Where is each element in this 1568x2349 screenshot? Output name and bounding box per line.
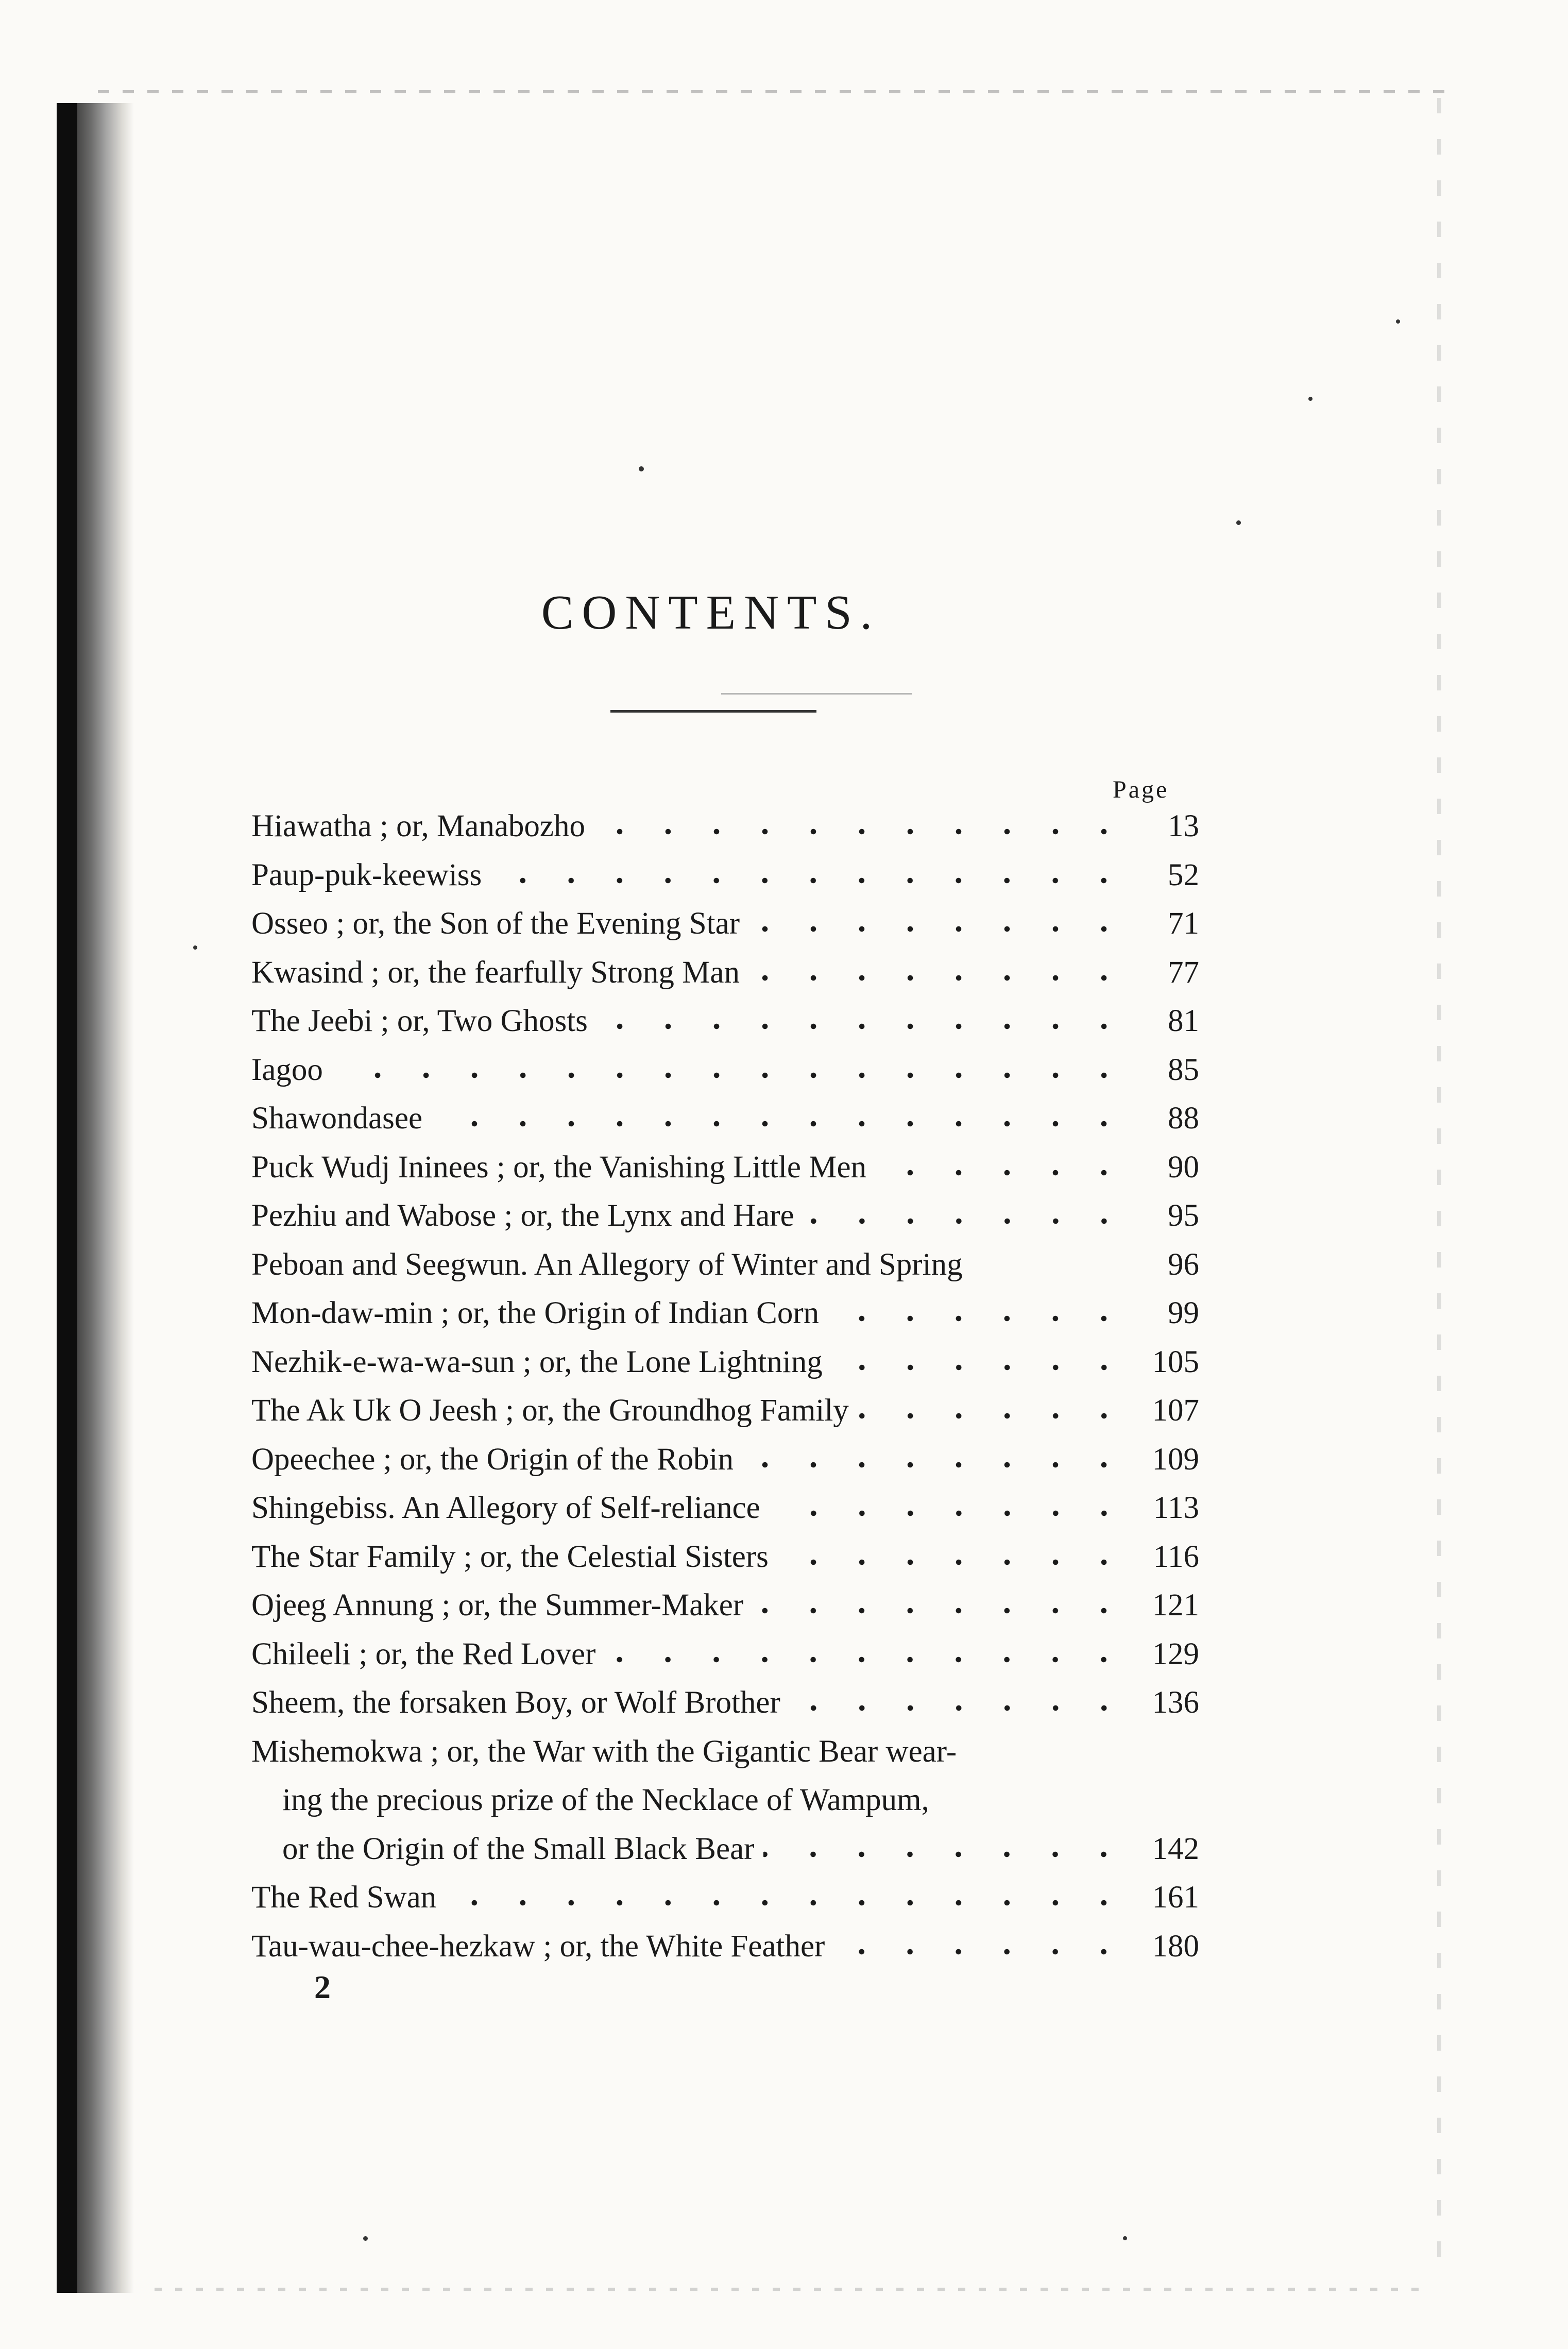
toc-entry[interactable] — [251, 1341, 1199, 1390]
dot-leader — [594, 805, 1128, 836]
toc-entry-title: Tau-wau-chee-hezkaw ; or, the White Feather — [251, 1929, 825, 1964]
toc-entry-title: Opeechee ; or, the Origin of the Robin — [251, 1442, 734, 1477]
title-rule — [610, 710, 816, 713]
toc-entry-title: Hiawatha ; or, Manabozho — [251, 809, 586, 843]
toc-entry[interactable] — [251, 1389, 1199, 1438]
toc-entry-title: The Ak Uk O Jeesh ; or, the Groundhog Family — [251, 1393, 849, 1428]
toc-entry[interactable] — [251, 854, 1199, 903]
toc-entry-title: The Red Swan — [251, 1880, 437, 1915]
toc-entry-title: Nezhik-e-wa-wa-sun ; or, the Lone Lightning — [251, 1344, 823, 1379]
ink-speck — [1123, 2236, 1127, 2240]
toc-entry-title: Osseo ; or, the Son of the Evening Star — [251, 906, 740, 941]
ink-speck — [1396, 319, 1400, 324]
dot-leader — [832, 1341, 1128, 1372]
dot-leader — [763, 1828, 1128, 1859]
toc-entry-page: 13 — [1168, 809, 1199, 843]
toc-entry-page: 116 — [1153, 1539, 1199, 1574]
toc-entry-title: Ojeeg Annung ; or, the Summer-Maker — [251, 1588, 744, 1623]
toc-entry-page: 88 — [1168, 1101, 1199, 1136]
toc-entry-title: Kwasind ; or, the fearfully Strong Man — [251, 955, 740, 990]
page-title: CONTENTS. — [541, 586, 881, 639]
ink-speck — [1308, 397, 1313, 401]
toc-entry[interactable] — [251, 1779, 1199, 1828]
top-edge-mark — [98, 90, 1447, 93]
toc-entry[interactable] — [251, 1146, 1199, 1195]
title-rule-faint — [721, 693, 912, 695]
dot-leader — [432, 1097, 1128, 1128]
toc-entry-page: 95 — [1168, 1198, 1199, 1233]
dot-leader — [332, 1049, 1128, 1080]
toc-entry[interactable] — [251, 805, 1199, 854]
toc-entry-page: 136 — [1152, 1685, 1199, 1720]
toc-entry[interactable] — [251, 1730, 1199, 1779]
toc-entry[interactable] — [251, 1584, 1199, 1633]
toc-entry-title: Sheem, the forsaken Boy, or Wolf Brother — [251, 1685, 780, 1720]
dot-leader — [790, 1681, 1128, 1713]
toc-entry[interactable] — [251, 902, 1199, 951]
toc-entry[interactable] — [251, 1633, 1199, 1682]
toc-entry-title: Peboan and Seegwun. An Allegory of Winter and Spring — [251, 1247, 963, 1282]
toc-entry-title: Mon-daw-min ; or, the Origin of Indian Corn — [251, 1296, 820, 1330]
toc-entry[interactable] — [251, 1876, 1199, 1925]
dot-leader — [753, 1584, 1128, 1615]
toc-entry-page: 180 — [1152, 1929, 1199, 1964]
toc-entry[interactable] — [251, 1194, 1199, 1243]
ink-speck — [1236, 520, 1241, 525]
toc-entry-title: Iagoo — [251, 1052, 323, 1087]
toc-entry-title: Shingebiss. An Allegory of Self-reliance — [251, 1491, 760, 1525]
dot-leader — [749, 951, 1128, 983]
toc-entry-page: 113 — [1153, 1491, 1199, 1525]
toc-entry-page: 129 — [1152, 1636, 1199, 1671]
table-of-contents — [251, 805, 1199, 1973]
toc-entry-title: Chileeli ; or, the Red Lover — [251, 1636, 596, 1671]
toc-entry-page: 96 — [1168, 1247, 1199, 1282]
toc-entry[interactable] — [251, 1097, 1199, 1146]
signature-mark: 2 — [314, 1969, 331, 2005]
toc-entry[interactable] — [251, 1535, 1199, 1584]
dot-leader — [834, 1925, 1128, 1956]
dot-leader — [939, 1779, 1128, 1810]
dot-leader — [491, 854, 1128, 885]
ink-speck — [193, 945, 197, 950]
toc-entry[interactable] — [251, 1438, 1199, 1487]
dot-leader — [972, 1243, 1128, 1275]
toc-entry-title: The Jeebi ; or, Two Ghosts — [251, 1004, 588, 1038]
toc-entry-title: Mishemokwa ; or, the War with the Gigantic Bear wear- — [251, 1734, 957, 1769]
toc-entry-page: 121 — [1152, 1588, 1199, 1623]
toc-entry-page: 109 — [1152, 1442, 1199, 1477]
toc-entry-page: 99 — [1168, 1296, 1199, 1330]
toc-entry-page: 90 — [1168, 1150, 1199, 1185]
toc-entry-title: or the Origin of the Small Black Bear — [282, 1831, 755, 1866]
toc-entry[interactable] — [251, 1828, 1199, 1877]
toc-entry-title: Paup-puk-keewiss — [251, 857, 482, 892]
toc-entry-title: ing the precious prize of the Necklace of Wampum, — [282, 1783, 929, 1817]
dot-leader — [743, 1438, 1128, 1469]
dot-leader — [804, 1194, 1128, 1226]
toc-entry-page: 81 — [1168, 1004, 1199, 1038]
dot-leader — [966, 1730, 1128, 1762]
dot-leader — [597, 1000, 1128, 1031]
dot-leader — [778, 1535, 1128, 1567]
toc-entry[interactable] — [251, 1049, 1199, 1097]
toc-entry-page: 52 — [1168, 857, 1199, 892]
toc-entry-title: Shawondasee — [251, 1101, 423, 1136]
right-edge-mark — [1437, 98, 1441, 2283]
dot-leader — [446, 1876, 1128, 1907]
dot-leader — [770, 1486, 1128, 1518]
toc-entry-page: 107 — [1152, 1393, 1199, 1428]
toc-entry-page: 161 — [1152, 1880, 1199, 1915]
toc-entry-page: 77 — [1168, 955, 1199, 990]
toc-entry[interactable] — [251, 1486, 1199, 1535]
ink-speck — [639, 466, 644, 471]
dot-leader — [828, 1292, 1128, 1323]
toc-entry[interactable] — [251, 1681, 1199, 1730]
toc-entry[interactable] — [251, 1243, 1199, 1292]
page-gutter-edge — [57, 103, 77, 2293]
toc-entry[interactable] — [251, 1000, 1199, 1049]
dot-leader — [858, 1389, 1128, 1421]
page-column-label: Page — [1113, 776, 1169, 803]
toc-entry-page: 85 — [1168, 1052, 1199, 1087]
dot-leader — [605, 1633, 1128, 1664]
toc-entry-page: 142 — [1152, 1831, 1199, 1866]
toc-entry-title: The Star Family ; or, the Celestial Sisters — [251, 1539, 769, 1574]
bottom-edge-mark — [155, 2288, 1432, 2291]
toc-entry[interactable] — [251, 1925, 1199, 1974]
toc-entry-title: Puck Wudj Ininees ; or, the Vanishing Little Men — [251, 1150, 867, 1185]
toc-entry[interactable] — [251, 951, 1199, 1000]
dot-leader — [749, 902, 1128, 934]
toc-entry-page: 71 — [1168, 906, 1199, 941]
ink-speck — [363, 2236, 368, 2241]
toc-entry-page: 105 — [1152, 1344, 1199, 1379]
toc-entry[interactable] — [251, 1292, 1199, 1341]
toc-entry-title: Pezhiu and Wabose ; or, the Lynx and Hare — [251, 1198, 794, 1233]
dot-leader — [876, 1146, 1128, 1177]
